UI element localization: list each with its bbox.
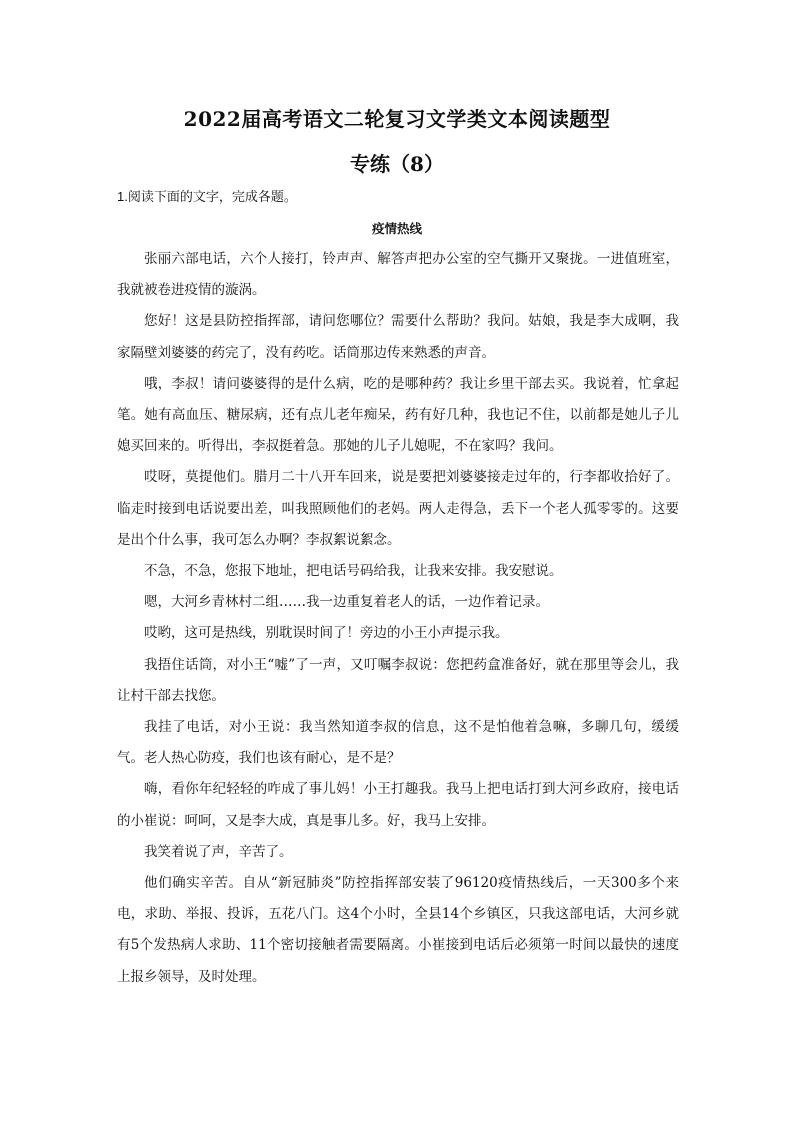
paragraph: 他们确实辛苦。自从“新冠肺炎”防控指挥部安装了96120疫情热线后，一天300多个来电，求助、举报、投诉，五花八门。这4个小时，全县14个乡镇区，只我这部电话，大河乡就有5个发热病人求助、11个密切接触者需要隔离。小崔接到电话后必须第一时间以最快的速度上报乡领导，及时处理。 (117, 875, 679, 985)
paragraph: 嗯，大河乡青林村二组……我一边重复着老人的话，一边作着记录。 (144, 594, 549, 611)
paragraph: 您好！这是县防控指挥部，请问您哪位？需要什么帮助？我问。姑娘，我是李大成啊，我家隔壁刘婆婆的药完了，没有药吃。话筒那边传来熟悉的声音。 (117, 313, 679, 361)
paragraph: 哎哟，这可是热线，别耽误时间了！旁边的小王小声提示我。 (144, 625, 509, 642)
paragraph: 我捂住话筒，对小王“嘘”了一声，又叮嘱李叔说：您把药盒准备好，就在那里等会儿，我让村干部去找您。 (117, 656, 679, 704)
paragraph: 哦，李叔！请问婆婆得的是什么病，吃的是哪种药？我让乡里干部去买。我说着，忙拿起笔。她有高血压、糖尿病，还有点儿老年痴呆，药有好几种，我也记不住，以前都是她儿子儿媳买回来的。听得出，李叔挺着急。那她的儿子儿媳呢，不在家吗？我问。 (117, 375, 679, 455)
paragraph: 嗨，看你年纪轻轻的咋成了事儿妈！小王打趣我。我马上把电话打到大河乡政府，接电话的小崔说：呵呵，又是李大成，真是事儿多。好，我马上安排。 (117, 781, 679, 829)
document-title: 2022届高考语文二轮复习文学类文本阅读题型 (183, 107, 611, 131)
document-subtitle: 专练（8） (350, 152, 444, 176)
paragraph: 哎呀，莫提他们。腊月二十八开车回来，说是要把刘婆婆接走过年的，行李都收拾好了。临走时接到电话说要出差，叫我照顾他们的老妈。两人走得急，丢下一个老人孤零零的。这要是出个什么事，我可怎么办啊？李叔絮说絮念。 (117, 469, 679, 548)
paragraph: 张丽六部电话，六个人接打，铃声声、解答声把办公室的空气撕开又聚拢。一进值班室，我就被卷进疫情的漩涡。 (117, 251, 679, 299)
paragraph: 不急，不急，您报下地址，把电话号码给我，让我来安排。我安慰说。 (144, 563, 563, 580)
story-body (117, 244, 679, 993)
paragraph: 我挂了电话，对小王说：我当然知道李叔的信息，这不是怕他着急嘛，多聊几句，缓缓气。老人热心防疫，我们也该有耐心，是不是？ (117, 719, 679, 767)
question-prompt: 1.阅读下面的文字，完成各题。 (117, 189, 297, 204)
story-title: 疫情热线 (371, 221, 422, 236)
paragraph: 我笑着说了声，辛苦了。 (144, 843, 293, 860)
